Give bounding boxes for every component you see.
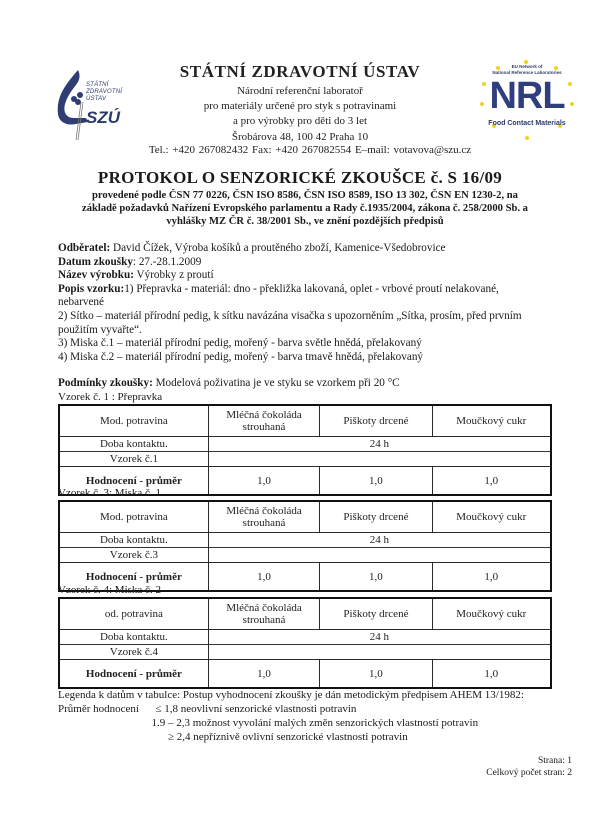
row-label: Doba kontaktu. — [59, 533, 208, 548]
customer-label: Odběratel: — [58, 242, 111, 254]
page-number: Strana: 1 — [537, 756, 572, 766]
row-label: Doba kontaktu. — [59, 437, 208, 452]
table-caption: Vzorek č. 1 : Přepravka — [58, 391, 163, 403]
sample-row — [58, 283, 558, 297]
product-label: Název výrobku: — [58, 269, 134, 282]
table-row — [59, 452, 551, 467]
table-row — [59, 630, 551, 645]
row-label: Vzorek č.4 — [59, 645, 208, 660]
legend — [58, 688, 588, 744]
star-icon — [525, 136, 529, 140]
nrl-line: National Reference Laboratories — [492, 69, 562, 75]
table-header-row — [59, 501, 551, 533]
table-row — [59, 533, 551, 548]
customer-row — [58, 242, 558, 256]
result-cell: 1,0 — [320, 467, 432, 496]
logo-line: STÁTNÍ — [86, 82, 109, 88]
table-header-row — [59, 598, 551, 630]
results-table-1 — [58, 404, 552, 496]
subtitle-line: provedené podle ČSN 77 0226, ČSN ISO 8586, ČSN ISO 8589, ISO 13 302, ČSN EN 1230-2, na — [92, 190, 518, 201]
info-block — [58, 242, 558, 391]
row-label: Doba kontaktu. — [59, 630, 208, 645]
page-info — [400, 755, 572, 779]
nrl-line: EU Network of — [511, 64, 543, 69]
row-value: 24 h — [208, 630, 551, 645]
table-row — [59, 645, 551, 660]
header-cell: Mod. potravina — [59, 405, 208, 437]
szu-logo-text — [86, 82, 122, 103]
row-label: Vzorek č.3 — [59, 548, 208, 563]
nrl-fcm-label: Food Contact Materials — [488, 120, 566, 127]
header-cell: od. potravina — [59, 598, 208, 630]
result-cell: 1,0 — [432, 563, 551, 592]
product-row — [58, 269, 558, 283]
customer-value: David Čížek, Výroba košíků a proutěného zboží, Kamenice-Všedobrovice — [110, 242, 446, 254]
result-cell: 1,0 — [320, 563, 432, 592]
result-cell: 1,0 — [432, 467, 551, 496]
header-cell: Mléčná čokoláda strouhaná — [208, 405, 319, 437]
institution-address — [180, 84, 420, 145]
date-value: : 27.-28.1.2009 — [132, 255, 202, 268]
logo-line: ZDRAVOTNÍ — [86, 89, 123, 95]
header-cell: Piškoty drcené — [320, 405, 432, 437]
date-label: Datum zkoušky — [58, 255, 133, 268]
sample-line: 4) Miska č.2 – materiál přírodní pedig, mořený - barva tmavě hnědá, přelakovaný — [58, 350, 424, 363]
table-header-row — [59, 405, 551, 437]
total-pages: Celkový počet stran: 2 — [486, 768, 572, 778]
table-caption: Vzorek č. 3: Miska č. 1 — [58, 487, 161, 499]
row-value — [208, 645, 551, 660]
sample-line: nebarvené — [58, 296, 104, 309]
institution-name: STÁTNÍ ZDRAVOTNÍ ÚSTAV — [179, 62, 421, 81]
institution-line: a pro výrobky pro děti do 3 let — [232, 115, 368, 128]
legend-line: 1.9 – 2,3 možnost vyvolání malých změn senzorických vlastností potravin — [58, 717, 479, 729]
document-title: PROTOKOL O SENZORICKÉ ZKOUŠCE č. S 16/09 — [97, 168, 503, 187]
row-label: Hodnocení - průměr — [59, 467, 208, 496]
result-cell: 1,0 — [432, 660, 551, 689]
date-row — [58, 256, 558, 270]
nrl-logo — [478, 60, 576, 142]
row-value — [208, 548, 551, 563]
row-value: 24 h — [208, 533, 551, 548]
document-subtitle — [50, 189, 560, 228]
results-table-2 — [58, 500, 552, 592]
sample-line: 1) Přepravka - materiál: dno - překližka lakovaná, oplet - vrbové proutí nelakované, — [124, 282, 499, 295]
header-cell: Moučkový cukr — [432, 598, 551, 630]
legend-line: ≥ 2,4 nepříznivě ovlivní senzorické vlastnosti potravin — [58, 731, 408, 743]
table-caption: Vzorek č. 4: Miska č. 2 — [58, 584, 161, 596]
institution-line: Národní referenční laboratoř — [237, 85, 363, 97]
result-cell: 1,0 — [208, 660, 319, 689]
result-cell: 1,0 — [208, 467, 319, 496]
row-label: Hodnocení - průměr — [59, 563, 208, 592]
legend-line: Průměr hodnocení ≤ 1,8 neovlivní senzorické vlastnosti potravin — [58, 703, 357, 715]
row-value: 24 h — [208, 437, 551, 452]
subtitle-line: vyhlášky MZ ČR č. 38/2001 Sb., ve znění pozdějších předpisů — [166, 216, 444, 227]
header-cell: Moučkový cukr — [432, 501, 551, 533]
spacer — [58, 364, 558, 377]
result-cell: 1,0 — [320, 660, 432, 689]
szu-acronym: SZÚ — [86, 108, 120, 127]
result-cell: 1,0 — [208, 563, 319, 592]
header-cell: Piškoty drcené — [320, 598, 432, 630]
product-value: Výrobky z proutí — [133, 269, 214, 282]
conditions-label: Podmínky zkoušky: — [58, 377, 153, 390]
row-label: Vzorek č.1 — [59, 452, 208, 467]
table-row — [59, 437, 551, 452]
row-value — [208, 452, 551, 467]
szu-logo — [48, 62, 128, 142]
conditions-row — [58, 377, 558, 391]
institution-line: pro materiály určené pro styk s potravinami — [203, 100, 397, 113]
header-cell: Moučkový cukr — [432, 405, 551, 437]
header-cell: Mléčná čokoláda strouhaná — [208, 598, 319, 630]
sample-label: Popis vzorku: — [58, 282, 125, 295]
header-cell: Mod. potravina — [59, 501, 208, 533]
sample-line: 2) Sítko – materiál přírodní pedig, k sítku navázána visačka s upozorněním „Sítka, prosím, před prvním — [58, 309, 522, 322]
institution-contact: Tel.: +420 267082432 Fax: +420 267082554 E–mail: votavova@szu.cz — [148, 144, 472, 156]
results-table-3 — [58, 597, 552, 689]
institution-line: Šrobárova 48, 100 42 Praha 10 — [231, 130, 369, 143]
nrl-network-label — [478, 64, 576, 75]
subtitle-line: základě požadavků Nařízení Evropského parlamentu a Rady č.1935/2004, zákona č. 258/2000 Sb. a — [82, 203, 528, 214]
legend-line: Legenda k datům v tabulce: Postup vyhodnocení zkoušky je dán metodickým předpisem AHEM 13/1982: — [58, 689, 524, 701]
header-cell: Piškoty drcené — [320, 501, 432, 533]
sample-line: 3) Miska č.1 – materiál přírodní pedig, mořený - barva světle hnědá, přelakovaný — [58, 337, 422, 350]
sample-line: použitím vyvařte“. — [58, 323, 142, 336]
nrl-letters: NRL — [489, 75, 565, 117]
row-label: Hodnocení - průměr — [59, 660, 208, 689]
table-row — [59, 660, 551, 689]
table-row — [59, 548, 551, 563]
logo-line: ÚSTAV — [86, 96, 107, 102]
header-cell: Mléčná čokoláda strouhaná — [208, 501, 319, 533]
conditions-value: Modelová poživatina je ve styku se vzorkem při 20 °C — [152, 377, 400, 390]
